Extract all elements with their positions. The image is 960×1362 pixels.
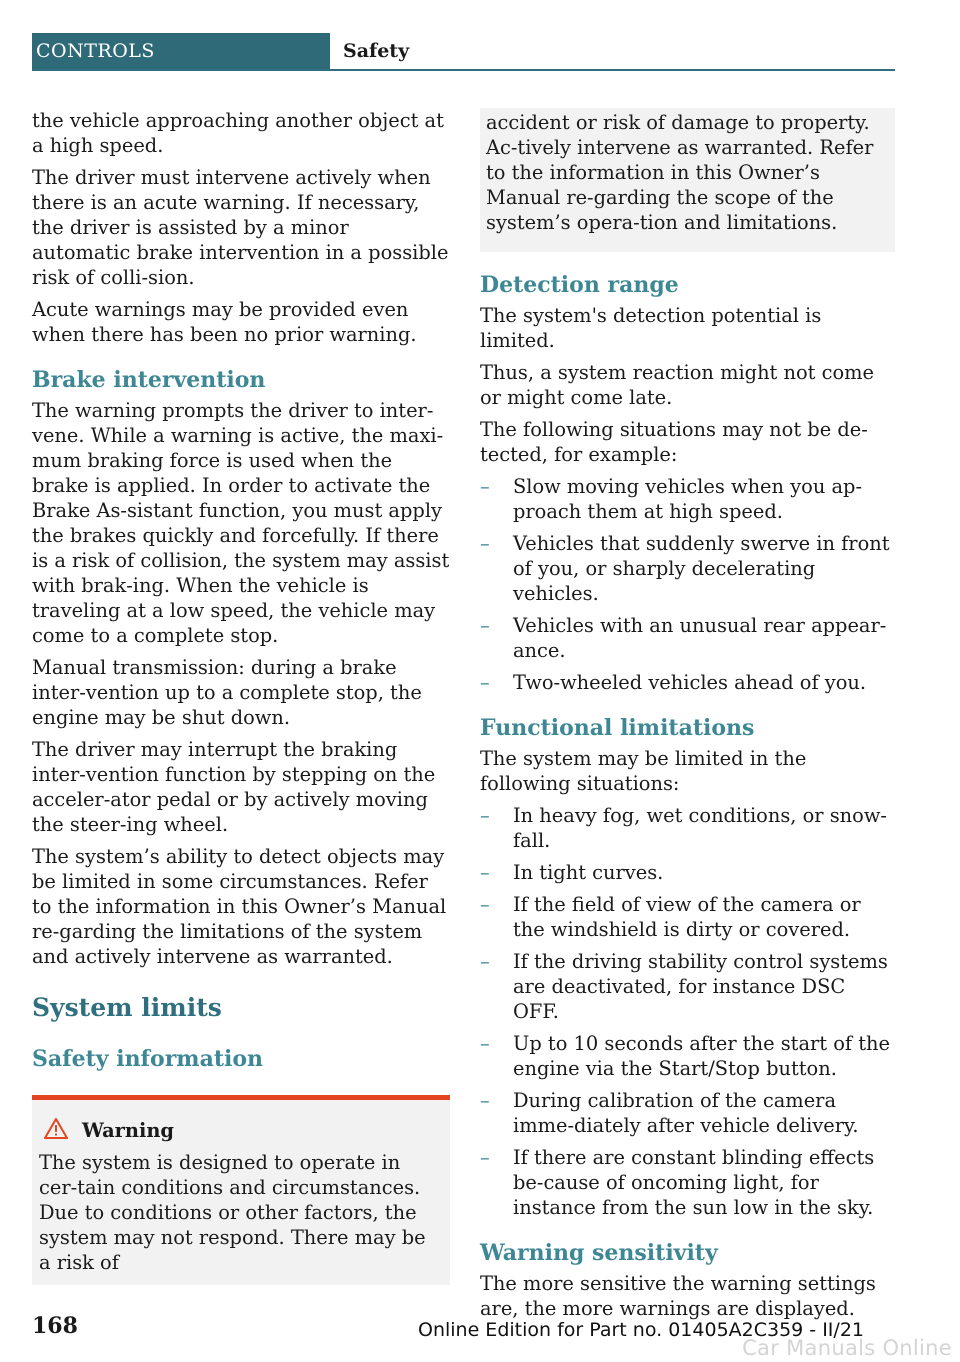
functional-list [480, 803, 895, 1220]
paragraph: The warning prompts the driver to inter‐vene. While a warning is active, the maxi‐mum braking force is used when the brake is applied. In order to activate the Brake As‐sistant function, you must apply the brakes quickly and forcefully. If there is a risk of collision, the system may assist with brak‐ing. When the vehicle is traveling at a low speed, the vehicle may come to a complete stop. [32, 399, 450, 647]
dash-icon: – [480, 893, 490, 916]
dash-icon: – [480, 1032, 490, 1055]
paragraph: the vehicle approaching another object at a high speed. [32, 109, 444, 157]
list-item: – Up to 10 seconds after the start of the engine via the Start/Stop button. [480, 1032, 891, 1080]
warning-triangle-icon [44, 1118, 68, 1139]
detection-list [480, 474, 895, 695]
page-header [32, 33, 895, 71]
list-item: – In heavy fog, wet conditions, or snow‐fall. [480, 804, 887, 852]
dash-icon: – [480, 861, 490, 884]
list-item: – Vehicles with an unusual rear appear‐ance. [480, 614, 887, 662]
right-column [480, 108, 895, 1328]
list-item: – In tight curves. [480, 861, 664, 884]
list-item: – If the field of view of the camera or the windshield is dirty or covered. [480, 893, 861, 941]
page-number: 168 [32, 1313, 78, 1339]
dash-icon: – [480, 614, 490, 637]
list-item: – During calibration of the camera imme‐diately after vehicle delivery. [480, 1089, 859, 1137]
dash-icon: – [480, 804, 490, 827]
heading-safety-information: Safety information [32, 1046, 264, 1072]
list-item: – If there are constant blinding effects be‐cause of oncoming light, for instance from the sun low in the sky. [480, 1146, 875, 1219]
paragraph: Thus, a system reaction might not come or might come late. [480, 361, 875, 409]
dash-icon: – [480, 950, 490, 973]
list-item: – Vehicles that suddenly swerve in front of you, or sharply decelerating vehicles. [480, 532, 890, 605]
paragraph: The system’s ability to detect objects may be limited in some circumstances. Refer to the information in this Owner’s Manual re‐garding the limitations of the system and actively intervene as warranted. [32, 845, 447, 968]
warning-text-continued: accident or risk of damage to property. Ac‐tively intervene as warranted. Refer to the information in this Owner’s Manual re‐garding the scope of the system’s opera‐tion and limitations. [486, 111, 874, 234]
paragraph: The more sensitive the warning settings are, the more warnings are displayed. [480, 1272, 876, 1320]
list-item: – Slow moving vehicles when you ap‐proach them at high speed. [480, 475, 862, 523]
heading-brake-intervention: Brake intervention [32, 367, 266, 393]
watermark: Car Manuals Online [742, 1336, 952, 1360]
heading-system-limits: System limits [32, 993, 222, 1022]
section-label: CONTROLS [32, 33, 330, 69]
left-column [32, 108, 450, 1285]
list-item: – If the driving stability control systems are deactivated, for instance DSC OFF. [480, 950, 888, 1023]
edition-footer: Online Edition for Part no. 01405A2C359 - II/21 [417, 1319, 864, 1341]
heading-warning-sensitivity: Warning sensitivity [480, 1240, 718, 1266]
heading-functional-limitations: Functional limitations [480, 715, 755, 741]
paragraph: The following situations may not be de‐tected, for example: [480, 418, 868, 466]
paragraph: Acute warnings may be provided even when there has been no prior warning. [32, 298, 417, 346]
paragraph: The driver must intervene actively when there is an acute warning. If necessary, the driver is assisted by a minor automatic brake intervention in a possible risk of colli‐sion. [32, 166, 449, 289]
dash-icon: – [480, 475, 490, 498]
warning-title [39, 1118, 442, 1143]
dash-icon: – [480, 532, 490, 555]
heading-detection-range: Detection range [480, 272, 679, 298]
warning-box-continued [480, 108, 895, 252]
chapter-label: Safety [343, 40, 410, 62]
dash-icon: – [480, 1146, 490, 1169]
dash-icon: – [480, 1089, 490, 1112]
list-item: – Two-wheeled vehicles ahead of you. [480, 671, 867, 694]
paragraph: Manual transmission: during a brake inter‐vention up to a complete stop, the engine may be shut down. [32, 656, 422, 729]
paragraph: The driver may interrupt the braking inter‐vention function by stepping on the acceler‐ator pedal or by actively moving the steer‐ing wheel. [32, 738, 436, 836]
warning-box [32, 1095, 450, 1285]
paragraph: The system's detection potential is limited. [480, 304, 822, 352]
warning-text: The system is designed to operate in cer‐tain conditions and circumstances. Due to conditions or other factors, the system may not respond. There may be a risk of [39, 1151, 426, 1274]
paragraph: The system may be limited in the following situations: [480, 747, 807, 795]
warning-title-text: Warning [82, 1119, 174, 1142]
dash-icon: – [480, 671, 490, 694]
